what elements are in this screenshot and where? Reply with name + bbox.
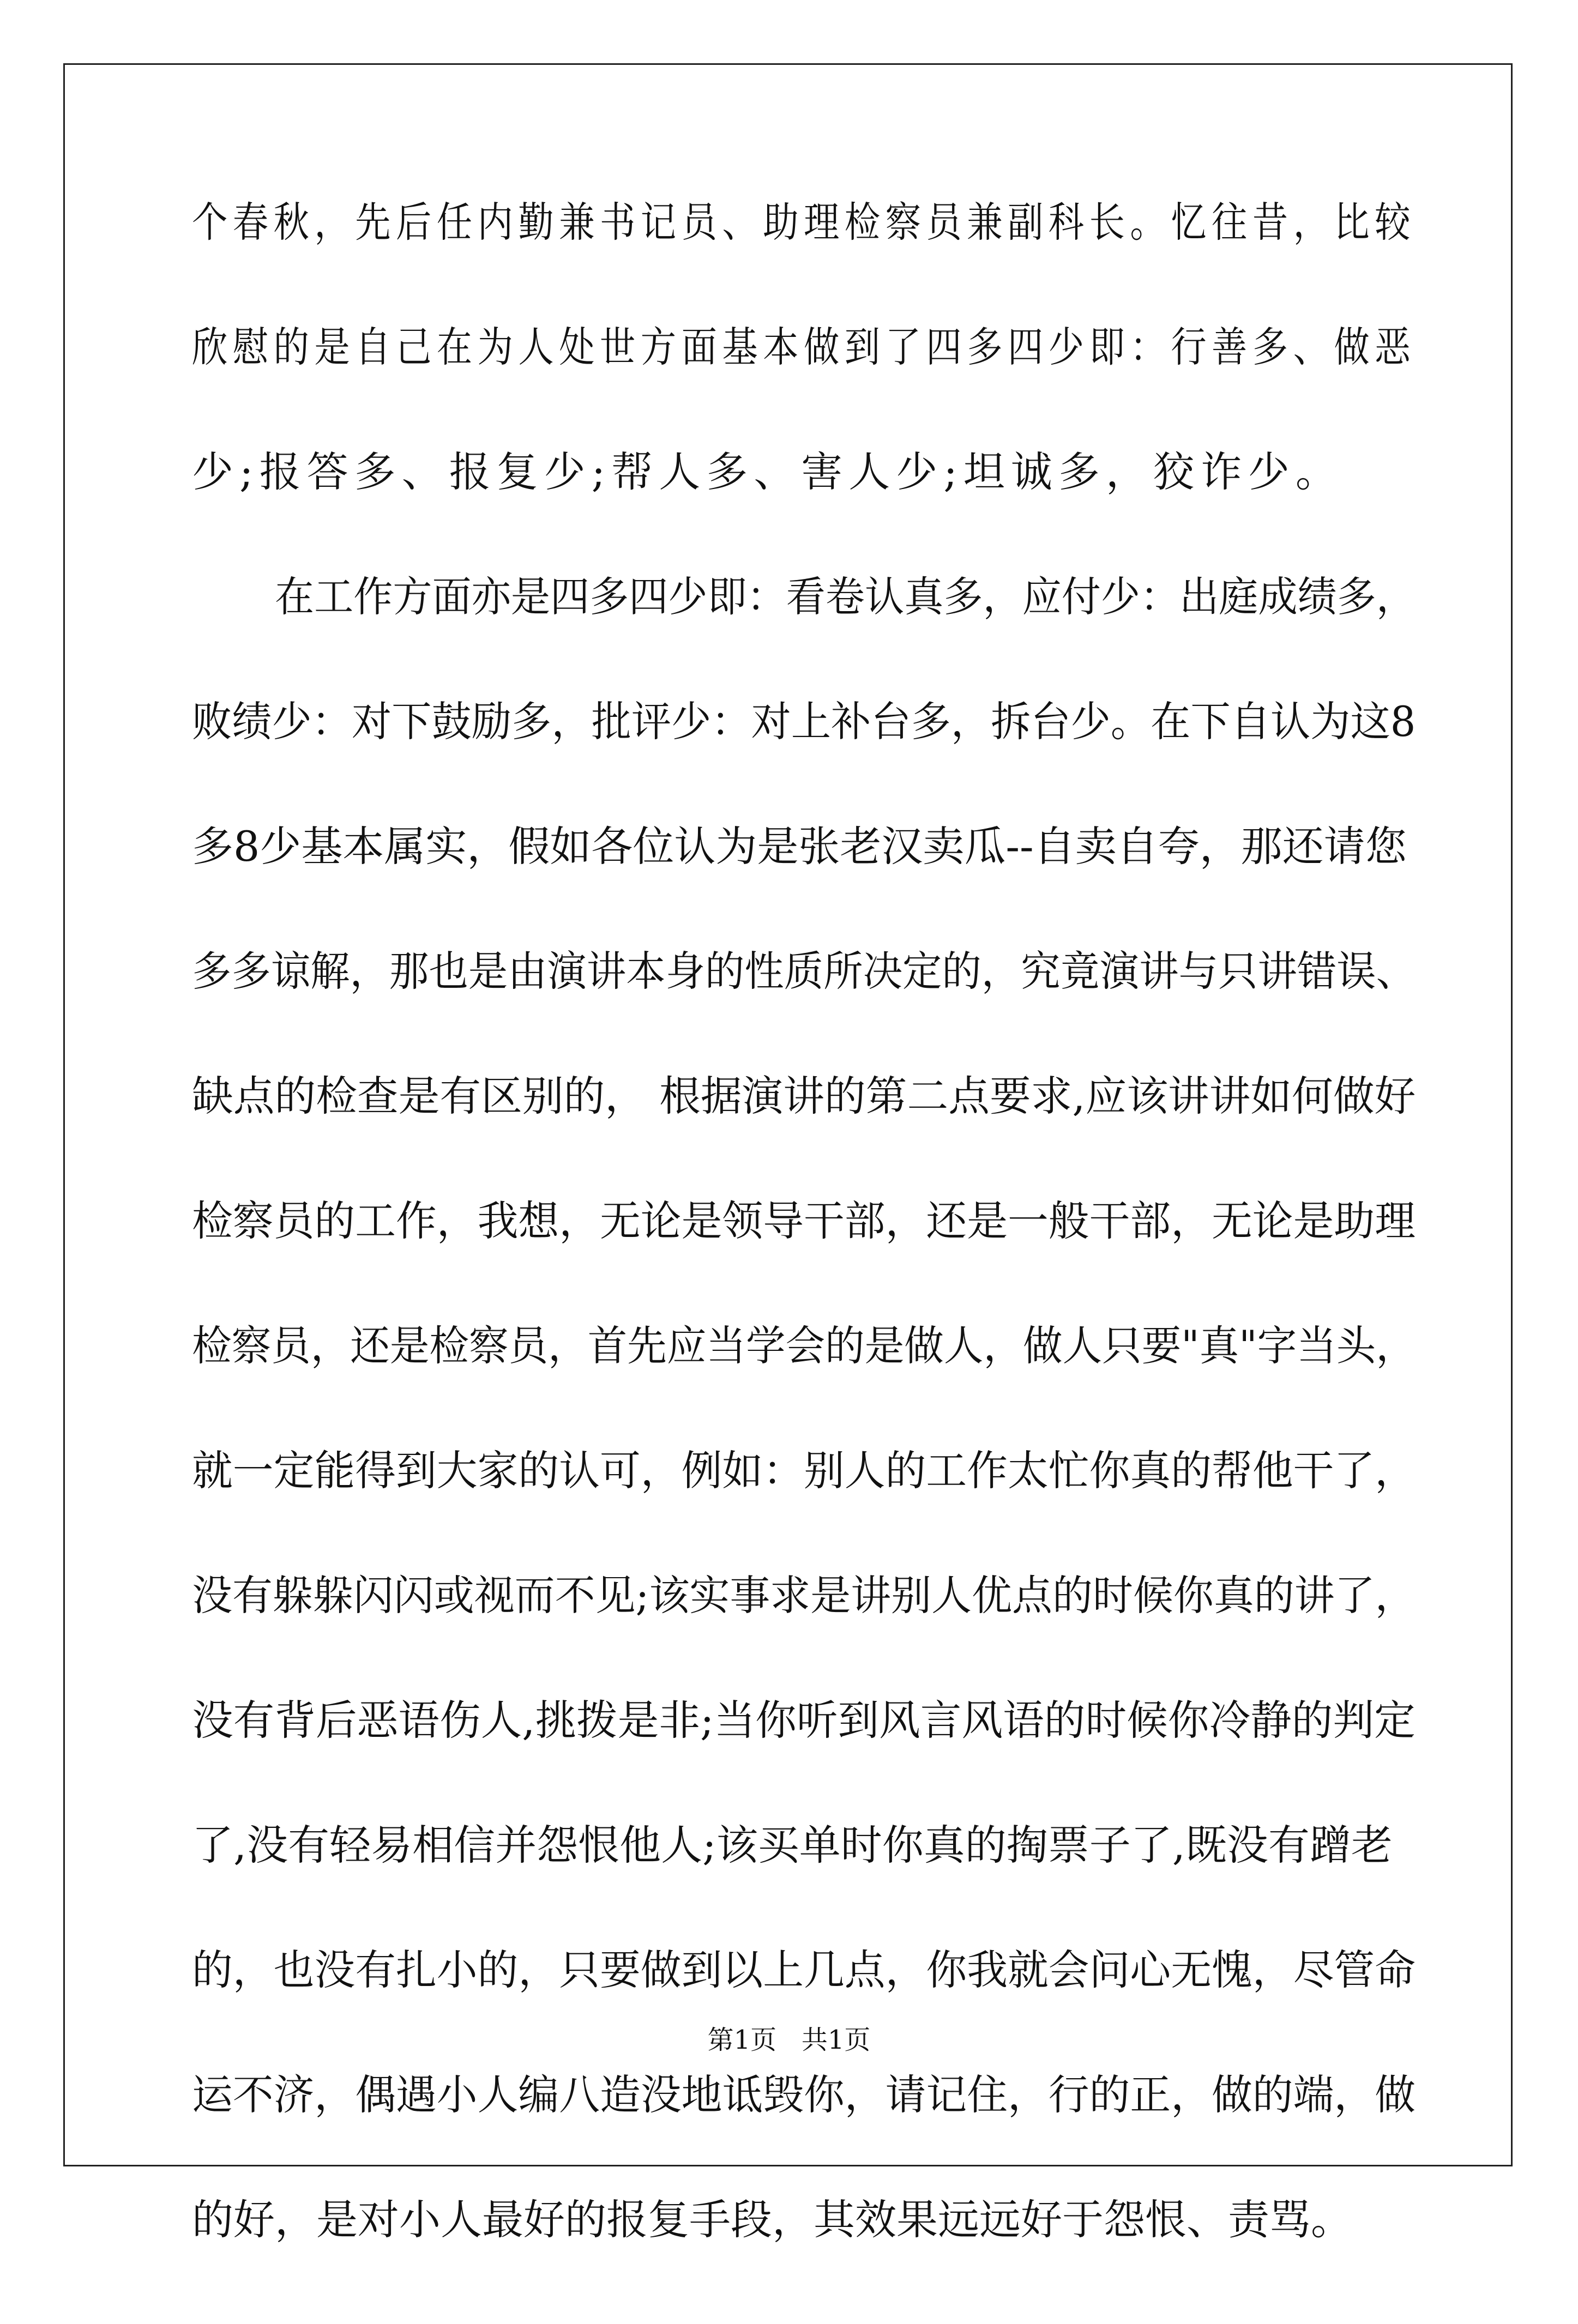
text-line-content: 败绩少：对下鼓励多，批评少：对上补台多，拆台少。在下自认为这8 bbox=[192, 697, 1416, 746]
text-line-content: 欣慰的是自己在为人处世方面基本做到了四多四少即：行善多、做恶 bbox=[192, 323, 1416, 371]
text-line bbox=[192, 1821, 1416, 1949]
text-line bbox=[192, 1571, 1416, 1700]
text-line-content: 运不济，偶遇小人编八造没地诋毁你，请记住，行的正，做的端，做 bbox=[192, 2071, 1416, 2119]
paragraph-1 bbox=[192, 198, 1416, 576]
text-line-content: 缺点的检查是有区别的， 根据演讲的第二点要求,应该讲讲如何做好 bbox=[192, 1072, 1416, 1120]
text-line bbox=[192, 323, 1416, 451]
text-line bbox=[192, 1696, 1416, 1825]
text-line bbox=[192, 572, 1416, 701]
text-line-content: 在工作方面亦是四多四少即：看卷认真多，应付少：出庭成绩多， bbox=[275, 572, 1416, 621]
text-line-content: 检察员，还是检察员，首先应当学会的是做人，做人只要"真"字当头， bbox=[192, 1321, 1416, 1370]
text-line bbox=[192, 697, 1416, 826]
text-line bbox=[192, 2195, 1416, 2324]
text-line bbox=[192, 1072, 1416, 1200]
paragraph-2 bbox=[192, 572, 1416, 2324]
text-line bbox=[192, 448, 1416, 576]
text-line-content: 了,没有轻易相信并怨恨他人;该买单时你真的掏票子了,既没有蹭老 bbox=[192, 1821, 1393, 1869]
text-line-content: 的好，是对小人最好的报复手段，其效果远远好于怨恨、责骂。 bbox=[192, 2195, 1352, 2244]
text-line-content: 就一定能得到大家的认可，例如：别人的工作太忙你真的帮他干了， bbox=[192, 1446, 1416, 1495]
page-footer: 第1页 共1页 bbox=[707, 2025, 871, 2055]
text-line bbox=[192, 1197, 1416, 1325]
text-line bbox=[192, 2071, 1416, 2199]
text-line-content: 多多谅解，那也是由演讲本身的性质所决定的，究竟演讲与只讲错误、 bbox=[192, 947, 1416, 995]
text-line bbox=[192, 947, 1416, 1076]
text-line-content: 没有躲躲闪闪或视而不见;该实事求是讲别人优点的时候你真的讲了， bbox=[192, 1571, 1416, 1620]
text-line-content: 个春秋，先后任内勤兼书记员、助理检察员兼副科长。忆往昔，比较 bbox=[192, 198, 1416, 246]
text-line-content: 多8少基本属实，假如各位认为是张老汉卖瓜--自卖自夸，那还请您 bbox=[192, 822, 1407, 871]
text-line bbox=[192, 198, 1416, 327]
text-line bbox=[192, 1946, 1416, 2074]
text-line-content: 少;报答多、报复少;帮人多、害人少;坦诚多，狡诈少。 bbox=[192, 448, 1343, 496]
document-body bbox=[192, 198, 1416, 2324]
text-line-content: 检察员的工作，我想，无论是领导干部，还是一般干部，无论是助理 bbox=[192, 1197, 1416, 1245]
text-line-content: 没有背后恶语伤人,挑拨是非;当你听到风言风语的时候你冷静的判定 bbox=[192, 1696, 1416, 1744]
text-line bbox=[192, 1446, 1416, 1575]
text-line-content: 的，也没有扎小的，只要做到以上几点，你我就会问心无愧，尽管命 bbox=[192, 1946, 1416, 1994]
text-line bbox=[192, 1321, 1416, 1450]
text-line bbox=[192, 822, 1416, 951]
